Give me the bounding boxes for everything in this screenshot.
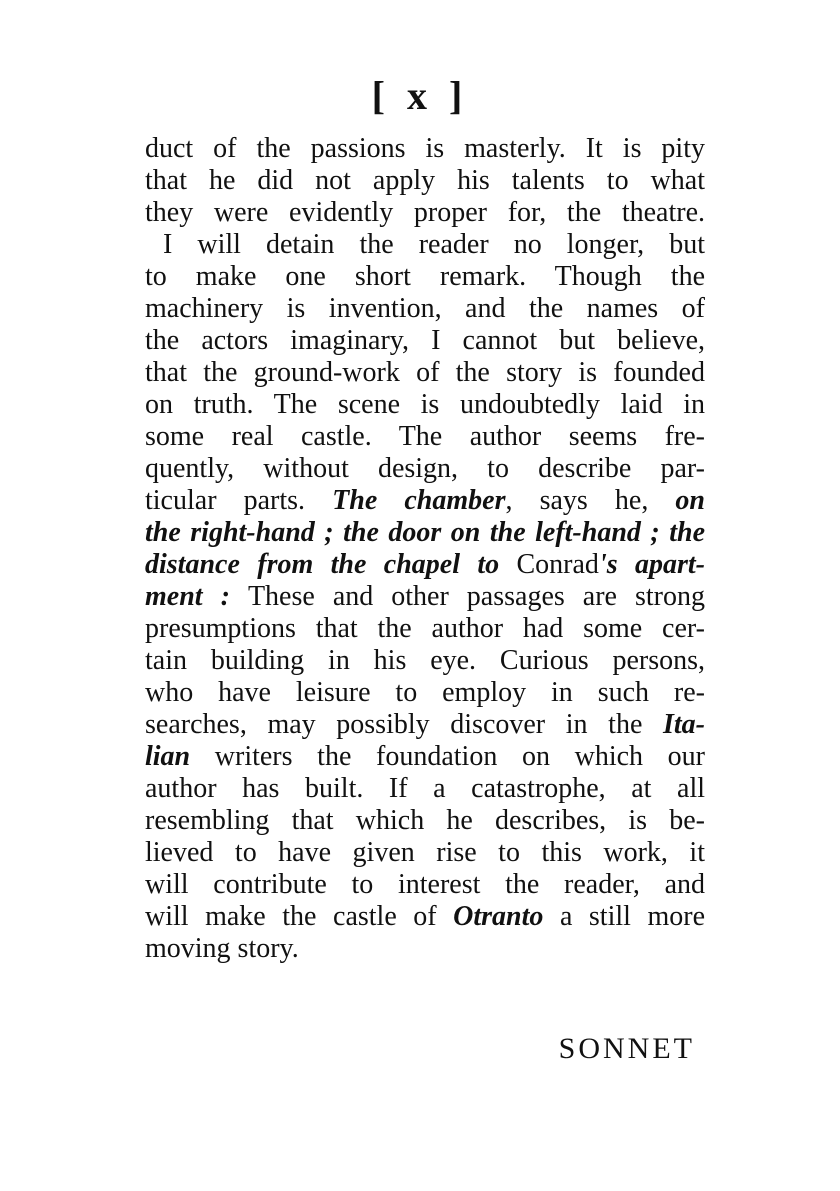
text-line [145, 709, 705, 741]
italic-text: Otranto [453, 901, 544, 932]
roman-text: resembling that which he describes, is be- [145, 805, 705, 836]
text-line [145, 165, 705, 197]
text-line [145, 357, 705, 389]
roman-text: a still more [543, 901, 705, 932]
text-line [145, 773, 705, 805]
italic-text: lian [145, 741, 191, 772]
text-line [145, 805, 705, 837]
italic-text: 's apart- [598, 549, 705, 580]
italic-text: ment : [145, 581, 248, 612]
roman-text: that he did not apply his talents to what [145, 165, 705, 196]
text-line [145, 869, 705, 901]
text-line [145, 261, 705, 293]
roman-text: , says he, [505, 485, 676, 516]
text-line [145, 421, 705, 453]
roman-text: machinery is invention, and the names of [145, 293, 705, 324]
italic-text: on [675, 485, 705, 516]
roman-text: to make one short remark. Though the [145, 261, 705, 292]
roman-text: quently, without design, to describe par- [145, 453, 705, 484]
page-number: [ x ] [371, 73, 469, 118]
text-line [145, 741, 705, 773]
text-line [145, 549, 705, 581]
roman-text: writers the foundation on which our [190, 741, 705, 772]
text-line [145, 293, 705, 325]
text-line [145, 229, 705, 261]
roman-text: searches, may possibly discover in the [145, 709, 663, 740]
text-line [145, 389, 705, 421]
roman-text: they were evidently proper for, the theatre. [145, 197, 705, 228]
text-line [145, 453, 705, 485]
roman-text: presumptions that the author had some cer- [145, 613, 705, 644]
text-line [145, 581, 705, 613]
roman-text: duct of the passions is masterly. It is pity [145, 133, 705, 164]
text-line [145, 613, 705, 645]
text-line [145, 677, 705, 709]
text-line [145, 837, 705, 869]
italic-text: the right-hand ; the door on the left-hand ; the [145, 517, 705, 548]
text-line [145, 133, 705, 165]
text-line [145, 645, 705, 677]
text-line [145, 325, 705, 357]
roman-text: Conrad [516, 549, 599, 580]
text-line [145, 517, 705, 549]
body-text [145, 133, 705, 965]
text-line [145, 197, 705, 229]
roman-text: the actors imaginary, I cannot but believe, [145, 325, 705, 356]
roman-text: These and other passages are strong [247, 581, 706, 612]
roman-text: author has built. If a catastrophe, at all [145, 773, 705, 804]
text-line [145, 485, 705, 517]
roman-text: moving story. [145, 933, 299, 964]
roman-text: who have leisure to employ in such re- [145, 677, 705, 708]
italic-text: Ita- [663, 709, 705, 740]
catchword: SONNET [558, 1032, 695, 1065]
text-line [145, 901, 705, 933]
roman-text: will make the castle of [145, 901, 454, 932]
roman-text: on truth. The scene is undoubtedly laid in [145, 389, 705, 420]
roman-text: I will detain the reader no longer, but [163, 229, 705, 260]
roman-text: ticular parts. [145, 485, 333, 516]
roman-text: lieved to have given rise to this work, it [145, 837, 705, 868]
roman-text: some real castle. The author seems fre- [145, 421, 705, 452]
roman-text: that the ground-work of the story is founded [145, 357, 705, 388]
roman-text: tain building in his eye. Curious persons, [145, 645, 705, 676]
text-line [145, 933, 705, 965]
roman-text: will contribute to interest the reader, and [145, 869, 705, 900]
italic-text: The chamber [332, 485, 506, 516]
italic-text: distance from the chapel to [145, 549, 517, 580]
